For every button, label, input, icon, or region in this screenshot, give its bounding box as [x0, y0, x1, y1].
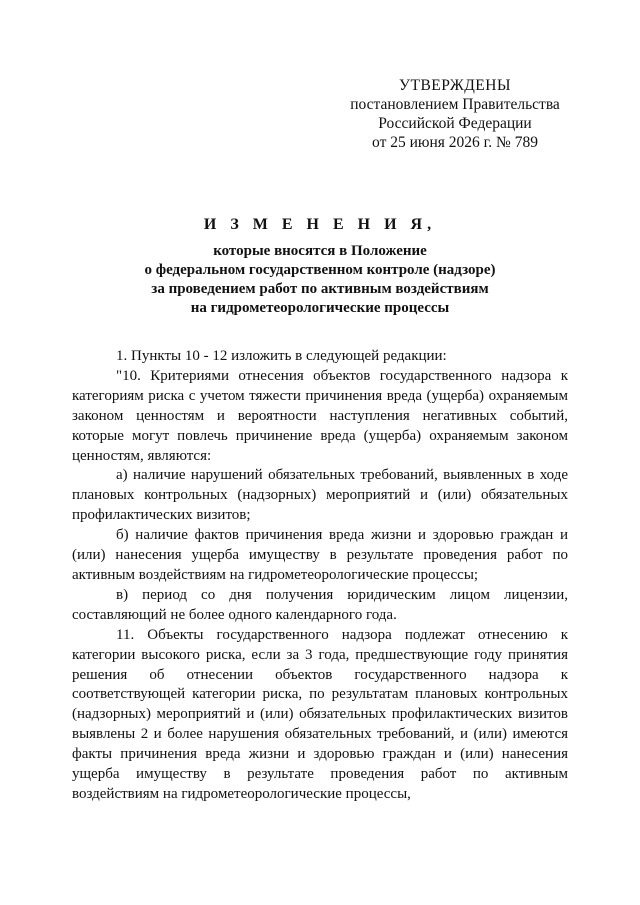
approval-stamp	[330, 76, 580, 152]
paragraph-10-v: в) период со дня получения юридическим лицом лицензии, составляющий не более одного календарного года.	[72, 586, 568, 623]
paragraph-10: "10. Критериями отнесения объектов государственного надзора к категориям риска с учетом тяжести причинения вреда (ущерба) охраняемым законом ценностям и вероятности наступления негативных событий, которые могут повлечь причинение вреда (ущерба) охраняемым законом ценностям, являются:	[72, 367, 568, 464]
approval-line-2: Российской Федерации	[378, 115, 532, 132]
paragraph-intro: 1. Пункты 10 - 12 изложить в следующей редакции:	[116, 348, 447, 364]
title-line-3: за проведением работ по активным воздействиям	[151, 281, 489, 297]
document-body	[72, 347, 568, 805]
title-line-2: о федеральном государственном контроле (надзоре)	[144, 262, 496, 278]
approval-date-number: от 25 июня 2026 г. № 789	[372, 134, 538, 151]
document-title-block	[60, 214, 580, 318]
paragraph-10-b: б) наличие фактов причинения вреда жизни и здоровью граждан и (или) нанесения ущерба имуществу в результате проведения работ по активным воздействиям на гидрометеорологические процессы;	[72, 527, 568, 583]
title-line-1: которые вносятся в Положение	[213, 243, 427, 259]
paragraph-11: 11. Объекты государственного надзора подлежат отнесению к категории высокого риска, если за 3 года, предшествующие году принятия решения об отнесении объектов государственного надзора к соответствующей категории риска, по результатам плановых контрольных (надзорных) мероприятий и (или) обязательных профилактических визитов выявлены 2 и более нарушения обязательных требований, и (или) имеются факты причинения вреда жизни и здоровью граждан и (или) нанесения ущерба имуществу в результате проведения работ по активным воздействиям на гидрометеорологические процессы,	[72, 626, 568, 802]
title-line-4: на гидрометеорологические процессы	[190, 300, 450, 316]
document-title: И З М Е Н Е Н И Я,	[203, 216, 437, 233]
paragraph-10-a: а) наличие нарушений обязательных требований, выявленных в ходе плановых контрольных (надзорных) мероприятий и (или) обязательных профилактических визитов;	[72, 467, 568, 524]
approval-line-1: постановлением Правительства	[350, 96, 560, 113]
approval-heading: УТВЕРЖДЕНЫ	[399, 77, 511, 94]
